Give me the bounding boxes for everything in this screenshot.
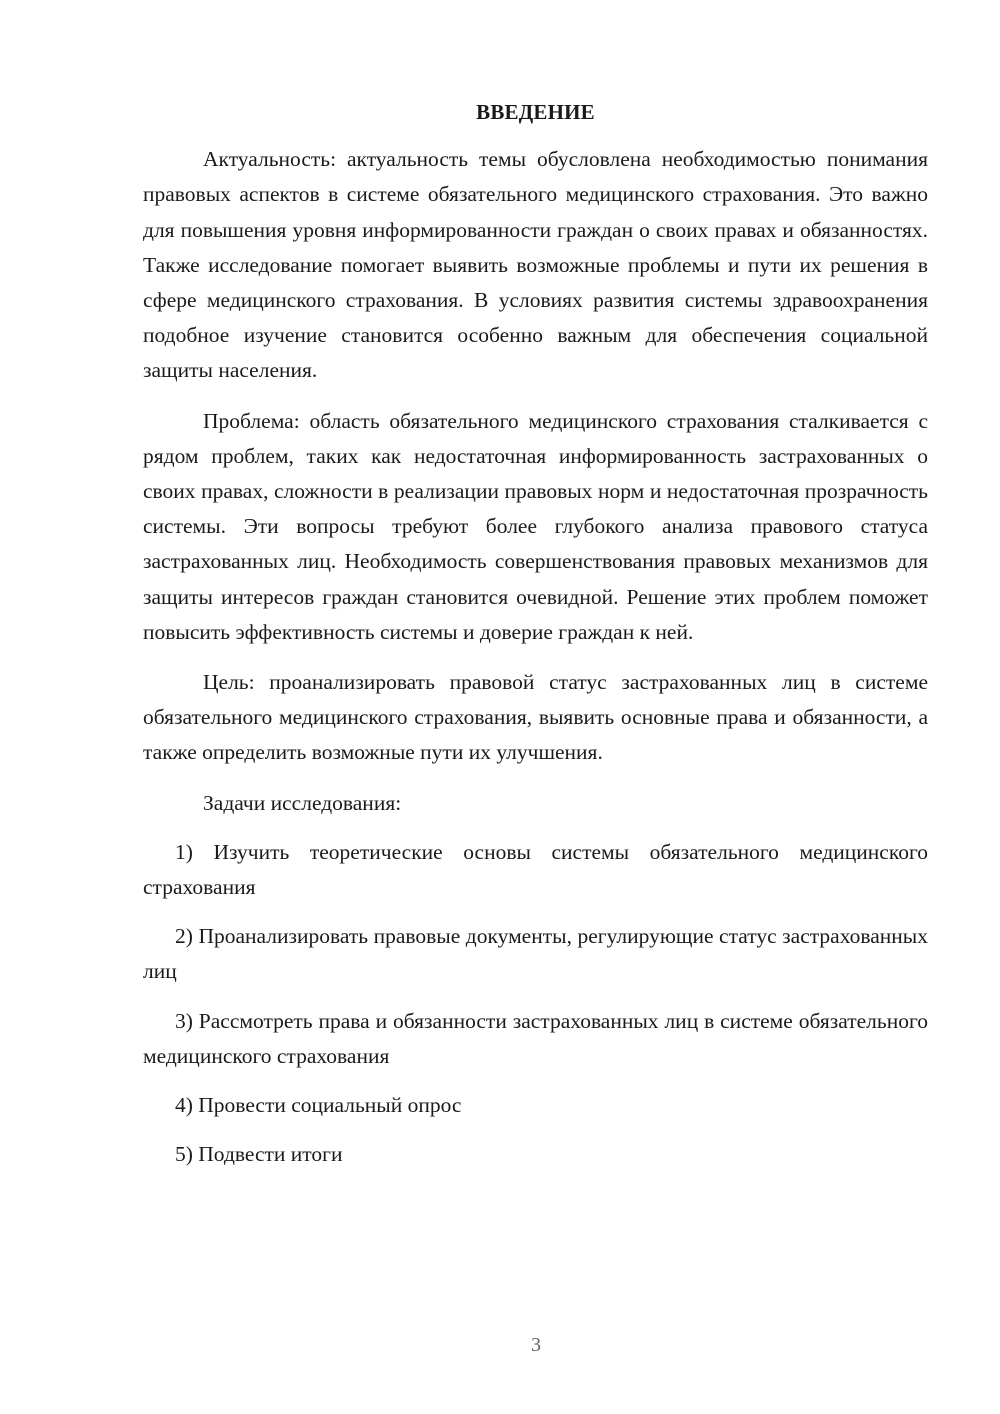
page-number: 3 <box>531 1334 541 1356</box>
section-title: ВВЕДЕНИЕ <box>476 100 595 124</box>
task-item: 3) Рассмотреть права и обязанности застрахованных лиц в системе обязательного медицинского страхования <box>143 1008 928 1068</box>
paragraph-goal: Цель: проанализировать правовой статус застрахованных лиц в системе обязательного медицинского страхования, выявить основные права и обязанности, а также определить возможные пути их улучшения. <box>143 670 928 765</box>
task-item: 1) Изучить теоретические основы системы обязательного медицинского страхования <box>143 839 928 900</box>
paragraph-problem: Проблема: область обязательного медицинского страхования сталкивается с рядом проблем, таких как недостаточная информированность застрахованных о своих правах, сложности в реализации правовых норм и недостаточная прозрачность системы. Эти вопросы требуют более глубокого анализа правового статуса застрахованных лиц. Необходимость совершенствования правовых механизмов для защиты интересов граждан становится очевидной. Решение этих проблем поможет повысить эффективность системы и доверие граждан к ней. <box>143 408 928 644</box>
task-item: 5) Подвести итоги <box>175 1142 343 1167</box>
tasks-heading: Задачи исследования: <box>203 790 402 815</box>
task-item: 2) Проанализировать правовые документы, регулирующие статус застрахованных лиц <box>143 924 928 984</box>
document-page <box>143 95 928 1186</box>
paragraph-relevance: Актуальность: актуальность темы обусловлена необходимостью понимания правовых аспектов в системе обязательного медицинского страхования. Это важно для повышения уровня информированности граждан о своих правах и обязанностях. Также исследование помогает выявить возможные проблемы и пути их решения в сфере медицинского страхования. В условиях развития системы здравоохранения подобное изучение становится особенно важным для обеспечения социальной защиты населения. <box>143 147 928 383</box>
task-item: 4) Провести социальный опрос <box>175 1093 462 1118</box>
